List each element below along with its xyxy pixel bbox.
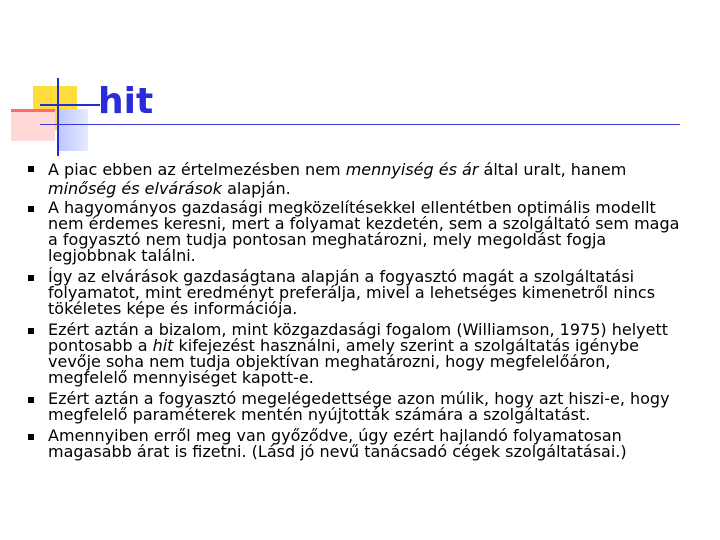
bullet-text xyxy=(48,198,679,265)
bullet-text-segment: által uralt, hanem xyxy=(478,160,627,179)
bullet-list xyxy=(28,160,694,465)
bullet-square-icon xyxy=(28,434,34,440)
bullet-text xyxy=(48,160,626,198)
bullet-text-segment: Amennyiben erről meg van győződve, úgy ezért hajlandó folyamatosan magasabb árat is fizetni. (Lásd jó nevű tanácsadó cégek szolgáltatásai.) xyxy=(48,426,627,461)
bullet-square-icon xyxy=(28,397,34,403)
bullet-text-segment: alapján. xyxy=(221,179,291,198)
bullet-text-segment: Ezért aztán a fogyasztó megelégedettsége azon múlik, hogy azt hiszi-e, hogy megfelelő paraméterek mentén nyújtották számára a szolgáltatást. xyxy=(48,389,670,424)
bullet-item xyxy=(28,322,694,386)
bullet-text-segment: A hagyományos gazdasági megközelítésekkel ellentétben optimális modellt nem érdemes keresni, mert a folyamat kezdetén, sem a szolgáltató sem maga a fogyasztó nem tudja pontosan meghatározni, mely megoldást fogja legjobbnak találni. xyxy=(48,198,680,265)
bullet-text-segment: Így az elvárások gazdaságtana alapján a fogyasztó magát a szolgáltatási folyamatot, mint eredményt preferálja, mivel a lehetséges kimenetről nincs tökéletes képe és információja. xyxy=(48,267,656,318)
logo-vertical-line xyxy=(57,78,59,156)
bullet-text xyxy=(48,320,668,387)
bullet-item xyxy=(28,200,694,264)
bullet-text-segment: A piac ebben az értelmezésben nem xyxy=(48,160,346,179)
logo-horizontal-line xyxy=(40,104,100,106)
bullet-square-icon xyxy=(28,275,34,281)
bullet-item xyxy=(28,160,694,198)
bullet-item xyxy=(28,428,694,460)
bullet-italic-text: mennyiség és ár xyxy=(345,160,479,179)
logo-red-block xyxy=(11,109,55,141)
bullet-text-segment: kifejezést használni, amely szerint a szolgáltatás igénybe vevője soha nem tudja objektívan meghatározni, hogy megfelelőáron, megfelelő mennyiséget kapott-e. xyxy=(48,336,639,387)
bullet-text-segment: Ezért aztán a bizalom, mint közgazdasági fogalom (Williamson, 1975) helyett pontosabb a xyxy=(48,320,668,355)
bullet-text xyxy=(48,389,670,424)
bullet-italic-text: minőség és elvárások xyxy=(48,179,222,198)
bullet-square-icon xyxy=(28,166,34,172)
title-underline xyxy=(40,124,680,125)
bullet-square-icon xyxy=(28,328,34,334)
bullet-text xyxy=(48,426,627,461)
bullet-item xyxy=(28,269,694,317)
slide-title: hit xyxy=(98,81,154,122)
bullet-item xyxy=(28,391,694,423)
bullet-text xyxy=(48,267,655,318)
logo-blue-block xyxy=(58,109,88,151)
bullet-italic-text: hit xyxy=(152,336,174,355)
bullet-square-icon xyxy=(28,206,34,212)
